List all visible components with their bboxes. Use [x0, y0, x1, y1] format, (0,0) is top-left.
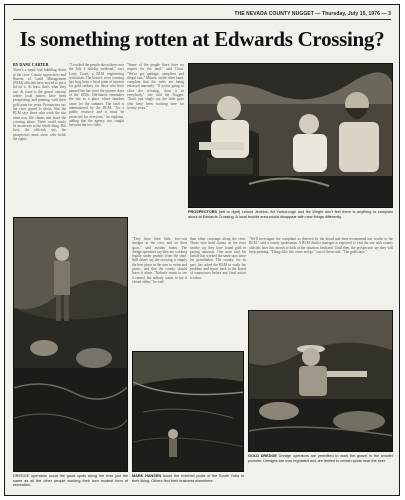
article-column-5 — [190, 237, 246, 347]
page-folio: THE NEVADA COUNTY NUGGET — Thursday, July 15, 1976 — 3 — [234, 11, 391, 17]
dredge-operator-photo-image — [14, 218, 128, 472]
dredge-operator-photo-caption — [13, 474, 128, 494]
article-byline: BY DANE CARTER — [13, 63, 49, 67]
caption-text: Dredge operators are permitted to work the gravel in the smaller pockets. Dredges are now regulated and are limited to certain spots near the river. — [248, 454, 393, 463]
article-column-2 — [69, 63, 124, 206]
article-column-text: There's a small foul bubbling down at the river. County supervisors and Bureau of Land Management (BLM) officials have vowed to put a lid on it. At least, that's what they say. At issue is the gravel outcrop where local miners have been prospecting and panning with their gold pans for years. Prospectors say the river gravel is theirs. But the BLM says those who work the site must now file claims and leave the crossing alone. There could easily be an answer to the whole thing. But first, the officials say, the prospectors must show who holds the rights. — [13, 68, 66, 142]
article-headline: Is something rotten at Edwards Crossing? — [19, 27, 385, 51]
caption-label: PROSPECTORS — [188, 210, 218, 214]
prospectors-photo — [188, 63, 393, 208]
caption-text: (left to right) Leland Jenkins, Art Yarborough and Ike Wright don't feel there is anything to complain about at Edwards Crossing. A local trouble area would disappear with new things differently. — [188, 210, 393, 219]
newspaper-page — [4, 4, 400, 496]
article-column-4 — [132, 237, 187, 347]
gold-dredge-photo — [248, 310, 393, 452]
caption-text: found the riverbed pools of the South Yuba to their liking. Others find their business elsewhere. — [132, 474, 244, 483]
article-column-text: "We'll investigate the complaint as directed by the board and then recommend our results to the BLM," said a county spokesman. A BLM district manager is expected to visit the site with county officials later this month to look at the situation firsthand. Until then, the prospectors say they will keep panning. "Things like this come and go," one of them said. "The gold stays." — [249, 237, 393, 254]
article-column-text: "Some of the people there have no respect for the land," said Coast. "We've got garbage, campfires and illegal cuts." Miners, on the other hand, complain that the rules are being enforced unevenly. "If you're going to close the crossing, close it to everybody," one told the Nugget. "Don't just single out the little guys who have been working here for twenty years." — [127, 63, 184, 110]
caption-label: MARK HANSEN — [132, 474, 162, 478]
dredge-operator-photo — [13, 217, 128, 472]
article-column-6 — [249, 237, 393, 307]
gold-dredge-photo-image — [249, 311, 393, 452]
swimmer-photo — [132, 351, 244, 472]
prospectors-photo-caption — [188, 210, 393, 236]
swimmer-photo-image — [133, 352, 244, 472]
article-column-text: "They have their little, low-cost dredges at the river and on their spots," said another miner. The dredge operators say they are working legally under permits from the state. Still others say the crossing is simply the best place in the area to swim and picnic, and that the county should leave it alone. "Nobody wants to see it ruined, but nobody wants to see it closed either," he said. — [132, 237, 187, 284]
caption-label: GOLD DREDGE — [248, 454, 277, 458]
article-column-3 — [127, 63, 184, 206]
prospectors-photo-image — [189, 64, 393, 208]
caption-text: DREDGE operators scout the good spots along the river just the same as all the other people working their own modest form of recreation. — [13, 474, 128, 488]
article-column-1 — [13, 63, 66, 206]
gold-dredge-photo-caption — [248, 454, 393, 494]
article-column-text: than other crossings along the river. Those who hold claims on the river nearby say they have found gold in paying amounts. One man said his family has worked the same spot since his grandfather. The county, for its part, has asked the BLM to study the problem and report back to the board of supervisors before any final action is taken. — [190, 237, 246, 280]
folio-rule — [13, 19, 391, 20]
article-column-text: "I cracked the people down there over the July 4 holiday weekend," says Larry Coast, a BLM engineering technician. The historic river crossing has long been a local point of interest for gold seekers, for those who have panned the bar since the pioneer days of the 1850s. Old-timers remember the site as a place where families came for the summer. The land is administered by the BLM. "It's a public resource and it must be protected for everyone," he explains, adding that the agency was caught between the two sides. — [69, 63, 124, 128]
swimmer-photo-caption — [132, 474, 244, 494]
